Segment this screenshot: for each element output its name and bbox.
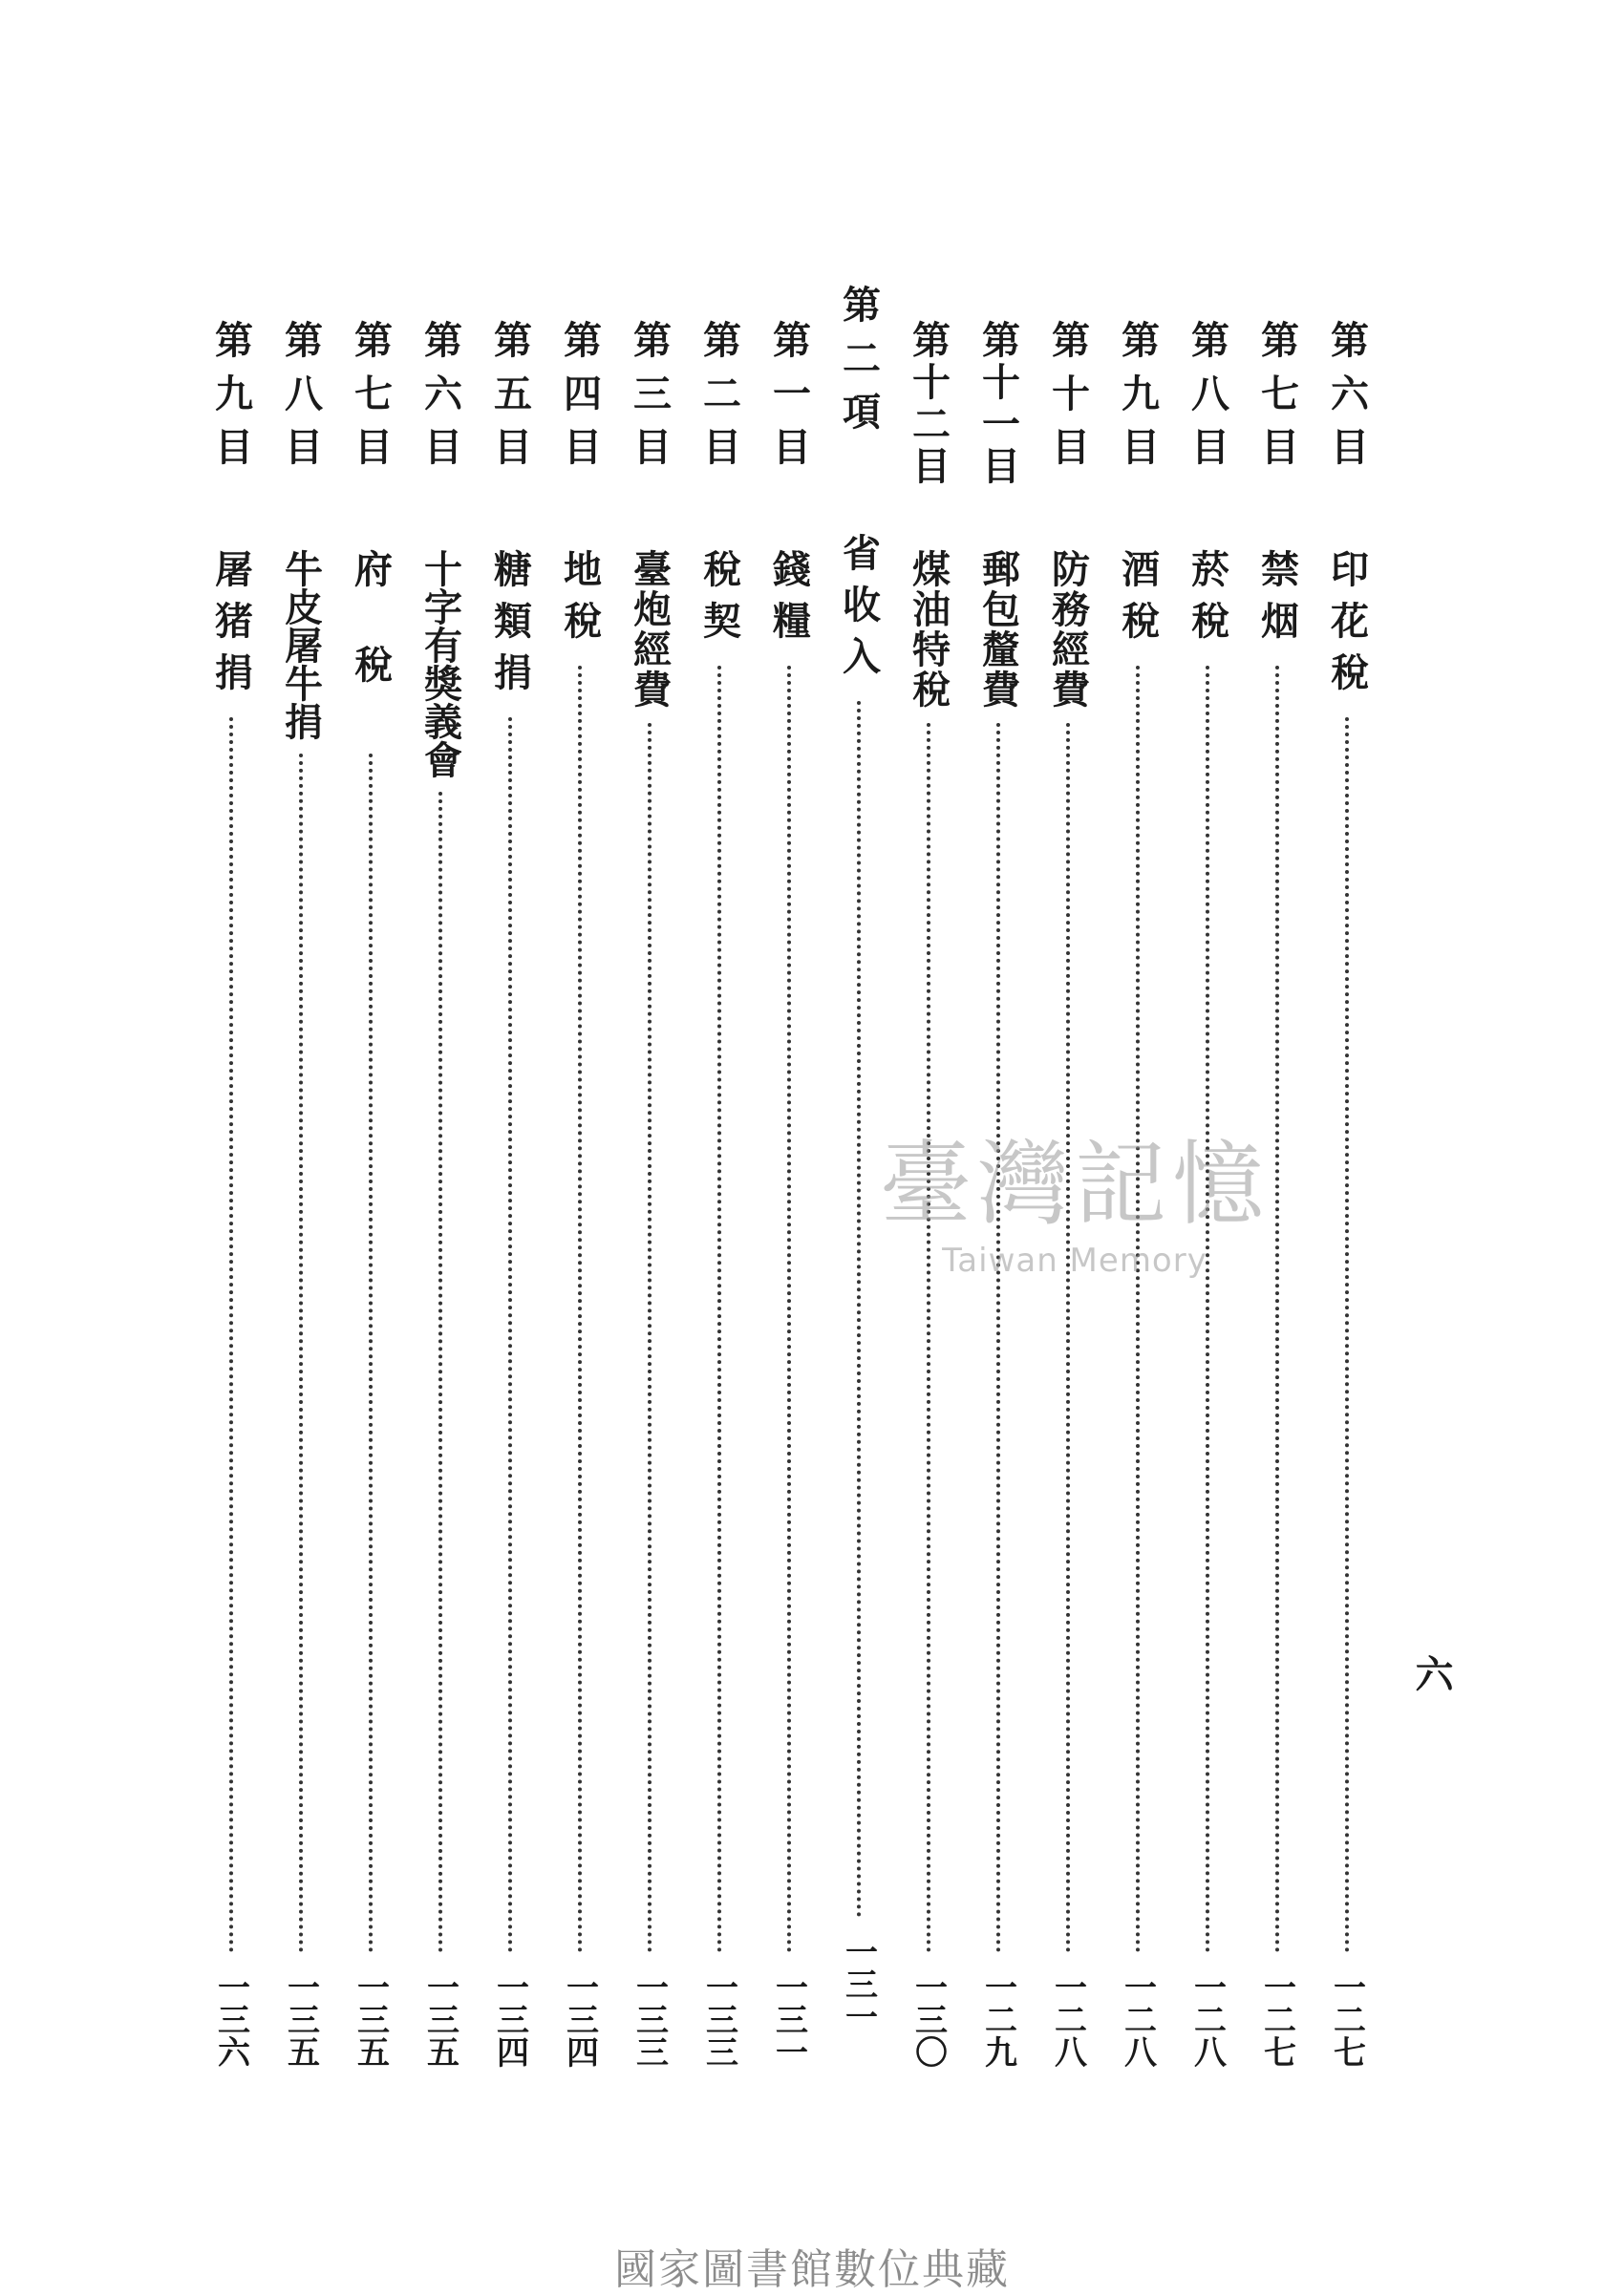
toc-entry: [759, 320, 820, 2068]
section-number: 第二項: [836, 285, 882, 445]
toc-entry: [270, 320, 331, 2068]
toc-entry: [619, 320, 680, 2068]
toc-entry: [340, 320, 401, 2068]
toc-entry: [1316, 320, 1378, 2068]
entry-title: 郵包釐費: [975, 549, 1021, 710]
entry-page-number: 一三六: [211, 1970, 250, 2068]
entry-title: 防務經費: [1045, 549, 1091, 710]
dot-leader: [1345, 717, 1349, 1953]
entry-number: 第六目: [1324, 320, 1370, 480]
dot-leader: [1275, 666, 1279, 1953]
dot-leader: [927, 723, 930, 1953]
entry-number: 第二目: [696, 320, 742, 480]
toc-entry: [410, 320, 471, 2068]
entry-number: 第九目: [208, 320, 254, 480]
toc-entry: [549, 320, 610, 2068]
dot-leader: [1206, 666, 1209, 1953]
entry-title: 屠猪捐: [208, 549, 254, 704]
entry-page-number: 一三五: [420, 1970, 459, 2068]
entry-page-number: 一三一: [769, 1970, 808, 2068]
entry-page-number: 一三一: [839, 1935, 878, 2032]
entry-page-number: 一三〇: [908, 1970, 948, 2068]
entry-page-number: 一二八: [1048, 1970, 1087, 2068]
taiwan-memory-watermark: [845, 1127, 1304, 1308]
watermark-subtitle: Taiwan Memory: [942, 1242, 1207, 1280]
entry-title: 稅契: [696, 549, 742, 652]
page-folio-number: 六: [1409, 1654, 1454, 1692]
entry-number: 第四目: [557, 320, 603, 480]
entry-title: 牛皮屠牛捐: [278, 549, 324, 740]
entry-page-number: 一三四: [490, 1970, 529, 2068]
dot-leader: [648, 723, 652, 1953]
dot-leader: [508, 717, 512, 1953]
entry-title: 地稅: [557, 549, 603, 652]
dot-leader: [299, 754, 303, 1953]
section-title: 省收入: [836, 533, 882, 688]
entry-title: 臺炮經費: [627, 549, 673, 710]
entry-title: 印花稅: [1324, 549, 1370, 704]
entry-title: 禁烟: [1254, 549, 1300, 652]
dot-leader: [229, 717, 233, 1953]
toc-entry: [480, 320, 541, 2068]
entry-number: 第七目: [1254, 320, 1300, 480]
entry-title: 糖類捐: [487, 549, 533, 704]
toc-entry: [689, 320, 750, 2068]
entry-number: 第十二目: [906, 320, 951, 488]
entry-page-number: 一三五: [351, 1970, 390, 2068]
dot-leader: [578, 666, 582, 1953]
entry-page-number: 一三四: [560, 1970, 599, 2068]
entry-number: 第九目: [1115, 320, 1161, 480]
entry-title: 菸稅: [1185, 549, 1230, 652]
entry-number: 第六目: [417, 320, 463, 480]
toc-entry: [201, 320, 262, 2068]
entry-page-number: 一三三: [699, 1970, 738, 2068]
entry-number: 第八目: [1185, 320, 1230, 480]
entry-number: 第十目: [1045, 320, 1091, 480]
entry-title: 府稅: [348, 549, 394, 740]
entry-number: 第十一目: [975, 320, 1021, 488]
dot-leader: [996, 723, 1000, 1953]
watermark-title: 臺灣記憶: [880, 1131, 1270, 1238]
entry-page-number: 一三五: [281, 1970, 320, 2068]
entry-title: 酒稅: [1115, 549, 1161, 652]
entry-number: 第八目: [278, 320, 324, 480]
entry-page-number: 一二九: [978, 1970, 1017, 2068]
entry-title: 錢糧: [766, 549, 812, 652]
dot-leader: [857, 701, 861, 1918]
entry-page-number: 一二七: [1257, 1970, 1296, 2068]
entry-page-number: 一三三: [630, 1970, 669, 2068]
dot-leader: [1066, 723, 1070, 1953]
entry-number: 第三目: [627, 320, 673, 480]
dot-leader: [787, 666, 791, 1953]
dot-leader: [369, 754, 373, 1953]
dot-leader: [1136, 666, 1140, 1953]
entry-page-number: 一二八: [1118, 1970, 1157, 2068]
entry-number: 第五目: [487, 320, 533, 480]
archive-footer: 國家圖書館數位典藏: [614, 2245, 1010, 2294]
entry-number: 第七目: [348, 320, 394, 480]
entry-page-number: 一二七: [1327, 1970, 1366, 2068]
dot-leader: [717, 666, 721, 1953]
entry-title: 十字有獎義會: [417, 549, 463, 778]
entry-title: 煤油特稅: [906, 549, 951, 710]
entry-page-number: 一二八: [1187, 1970, 1227, 2068]
dot-leader: [438, 792, 442, 1953]
entry-number: 第一目: [766, 320, 812, 480]
